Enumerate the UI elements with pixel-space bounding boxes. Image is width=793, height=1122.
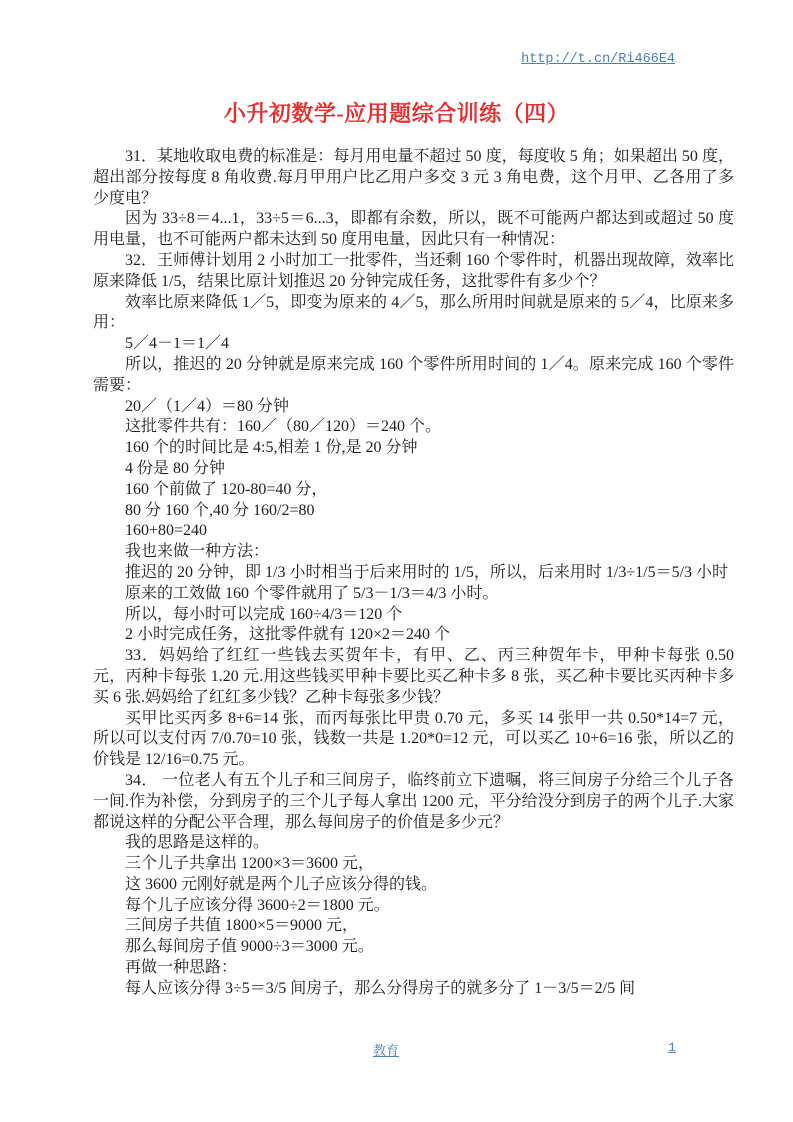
document-paragraph: 31．某地收取电费的标准是：每月用电量不超过 50 度，每度收 5 角；如果超出 50 度，超出部分按每度 8 角收费.每月甲用户比乙用户多交 3 元 3 角电费，这个月甲、乙各用了多少度电？	[93, 148, 734, 207]
document-paragraph: 三个儿子共拿出 1200×3＝3600 元，	[125, 855, 375, 873]
document-paragraph: 4 份是 80 分钟	[125, 459, 226, 477]
page-footer	[0, 1040, 793, 1060]
document-paragraph: 因为 33÷8＝4...1，33÷5＝6...3，即都有余数，所以，既不可能两户都达到或超过 50 度用电量，也不可能两户都未达到 50 度用电量，因此只有一种情况：	[93, 210, 734, 249]
document-paragraph: 效率比原来降低 1／5，即变为原来的 4／5，那么所用时间就是原来的 5／4，比原来多用：	[93, 293, 734, 332]
document-paragraph: 80 分 160 个,40 分 160/2=80	[125, 501, 315, 519]
document-paragraph: 每个儿子应该分得 3600÷2＝1800 元。	[125, 896, 390, 914]
document-paragraph: 买甲比买丙多 8+6=14 张，而丙每张比甲贵 0.70 元，多买 14 张甲一共 0.50*14=7 元，所以可以支付丙 7/0.70=10 张，钱数一共是 1.20*0=12 元，可以买乙 10+6=16 张，所以乙的价钱是 12/16=0.75 元。	[93, 709, 734, 769]
document-paragraph: 原来的工效做 160 个零件就用了 5/3－1/3＝4/3 小时。	[125, 584, 499, 602]
document-paragraph: 我也来做一种方法：	[125, 543, 270, 561]
document-paragraph: 32．王师傅计划用 2 小时加工一批零件，当还剩 160 个零件时，机器出现故障，效率比原来降低 1/5，结果比原计划推迟 20 分钟完成任务，这批零件有多少个？	[93, 251, 734, 290]
document-paragraph: 三间房子共值 1800×5＝9000 元，	[125, 917, 359, 935]
header-url-link[interactable]: http://t.cn/Ri466E4	[521, 52, 675, 67]
document-paragraph: 这 3600 元刚好就是两个儿子应该分得的钱。	[125, 875, 438, 893]
document-paragraph: 推迟的 20 分钟，即 1/3 小时相当于后来用时的 1/5，所以，后来用时 1/3÷1/5＝5/3 小时	[125, 563, 729, 581]
document-paragraph: 20／（1／4）＝80 分钟	[125, 397, 290, 415]
document-paragraph: 2 小时完成任务，这批零件就有 120×2＝240 个	[125, 626, 451, 644]
document-paragraph: 这批零件共有：160／（80／120）＝240 个。	[125, 418, 442, 436]
footer-education-link[interactable]: 教育	[373, 1043, 400, 1058]
document-paragraph: 那么每间房子值 9000÷3＝3000 元。	[125, 938, 374, 956]
document-paragraph: 再做一种思路：	[125, 959, 238, 977]
document-paragraph: 5／4－1＝1／4	[125, 335, 230, 353]
document-paragraph: 160+80=240	[125, 522, 208, 540]
document-paragraph: 34． 一位老人有五个儿子和三间房子，临终前立下遗嘱，将三间房子分给三个儿子各一间.作为补偿，分到房子的三个儿子每人拿出 1200 元，平分给没分到房子的两个儿子.大家都说这样的分配公平合理，那么每间房子的价值是多少元？	[93, 771, 734, 831]
page-title: 小升初数学-应用题综合训练（四）	[223, 101, 570, 126]
document-paragraph: 我的思路是这样的。	[125, 834, 270, 852]
document-paragraph: 所以，每小时可以完成 160÷4/3＝120 个	[125, 605, 403, 623]
document-paragraph: 所以，推迟的 20 分钟就是原来完成 160 个零件所用时间的 1／4。原来完成 160 个零件需要：	[93, 355, 734, 394]
document-paragraph: 每人应该分得 3÷5＝3/5 间房子，那么分得房子的就多分了 1－3/5＝2/5 间	[125, 979, 636, 997]
document-paragraph: 33．妈妈给了红红一些钱去买贺年卡，有甲、乙、丙三种贺年卡，甲种卡每张 0.50 元，丙种卡每张 1.20 元.用这些钱买甲种卡要比买乙种卡多 8 张，买乙种卡要比买丙种卡多买 6 张.妈妈给了红红多少钱？乙种卡每张多少钱？	[93, 647, 738, 706]
document-paragraph: 160 个的时间比是 4:5,相差 1 份,是 20 分钟	[125, 439, 418, 457]
document-paragraph: 160 个前做了 120-80=40 分，	[125, 480, 328, 498]
footer-page-number[interactable]: 1	[668, 1040, 676, 1055]
document-body	[93, 147, 738, 1000]
